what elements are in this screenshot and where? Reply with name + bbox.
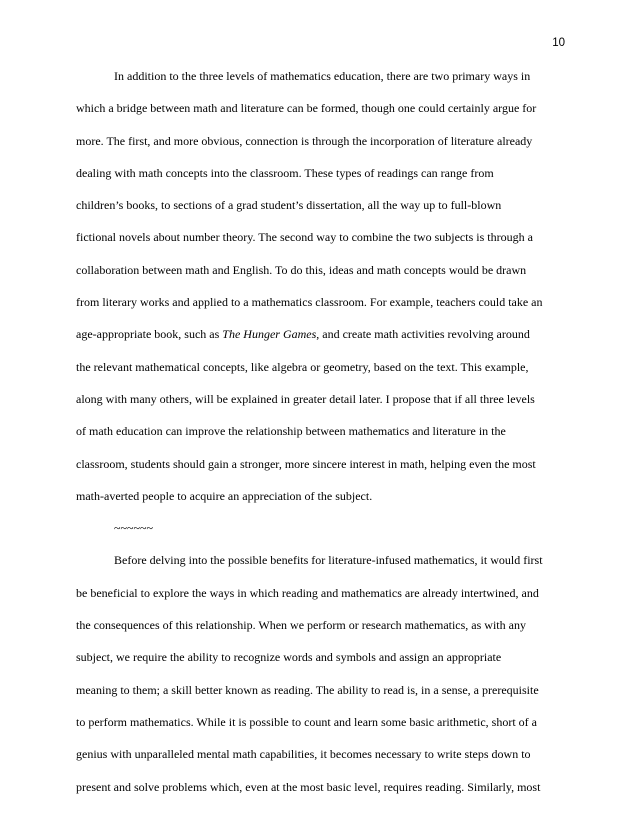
text-line: ~~~~~~ bbox=[114, 521, 153, 536]
text-line: In addition to the three levels of mathematics education, there are two primary ways in bbox=[114, 69, 531, 83]
text-line: of math education can improve the relationship between mathematics and literature in the bbox=[76, 424, 506, 439]
text-line: present and solve problems which, even at the most basic level, requires reading. Similarly, most bbox=[76, 779, 541, 794]
text-line: the relevant mathematical concepts, like algebra or geometry, based on the text. This example, bbox=[76, 359, 529, 374]
text-line: subject, we require the ability to recognize words and symbols and assign an appropriate bbox=[76, 650, 502, 665]
text-line: math-averted people to acquire an appreciation of the subject. bbox=[76, 488, 373, 503]
text-line: genius with unparalleled mental math capabilities, it becomes necessary to write steps down to bbox=[76, 747, 531, 762]
text-run: age-appropriate book, such as bbox=[76, 327, 223, 342]
text-run: , and create math activities revolving around bbox=[316, 327, 530, 342]
text-line: along with many others, will be explained in greater detail later. I propose that if all three levels bbox=[76, 391, 535, 406]
paragraph bbox=[76, 553, 596, 811]
text-line: which a bridge between math and literature can be formed, though one could certainly argue for bbox=[76, 101, 537, 116]
text-line: dealing with math concepts into the classroom. These types of readings can range from bbox=[76, 165, 494, 180]
body-text bbox=[76, 69, 596, 812]
text-line: Before delving into the possible benefits for literature-infused mathematics, it would first bbox=[114, 553, 543, 568]
text-line: fictional novels about number theory. The second way to combine the two subjects is through a bbox=[76, 230, 533, 245]
text-line: the consequences of this relationship. When we perform or research mathematics, as with any bbox=[76, 618, 526, 633]
book-title-italic: The Hunger Games bbox=[222, 327, 317, 342]
text-line: meaning to them; a skill better known as reading. The ability to read is, in a sense, a prerequisite bbox=[76, 682, 539, 697]
text-line bbox=[76, 327, 596, 359]
text-line: classroom, students should gain a stronger, more sincere interest in math, helping even the most bbox=[76, 456, 536, 471]
paragraph bbox=[76, 521, 596, 553]
page-number: 10 bbox=[552, 37, 565, 49]
text-line: more. The first, and more obvious, connection is through the incorporation of literature already bbox=[76, 133, 533, 148]
text-line: from literary works and applied to a mathematics classroom. For example, teachers could take an bbox=[76, 295, 543, 310]
text-line: to perform mathematics. While it is possible to count and learn some basic arithmetic, short of a bbox=[76, 714, 537, 729]
paragraph bbox=[76, 69, 596, 521]
text-line: children’s books, to sections of a grad student’s dissertation, all the way up to full-blown bbox=[76, 198, 502, 213]
text-line: be beneficial to explore the ways in which reading and mathematics are already intertwined, and bbox=[76, 585, 539, 600]
text-line: collaboration between math and English. To do this, ideas and math concepts would be drawn bbox=[76, 262, 527, 277]
